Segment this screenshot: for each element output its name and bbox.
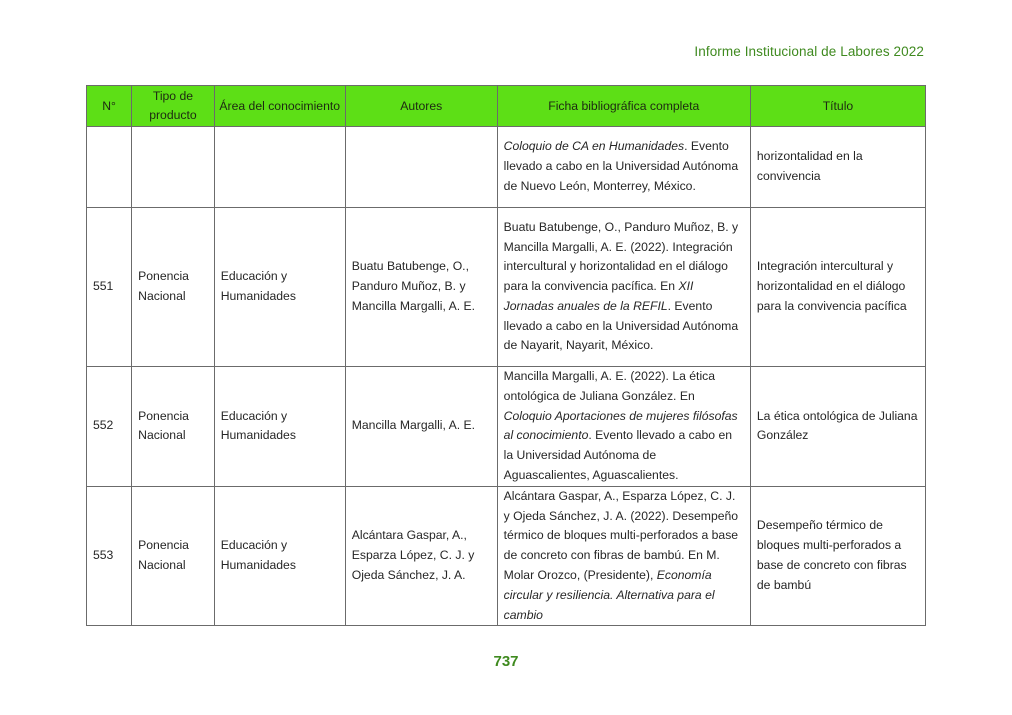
event-name-italic: Economía circular y resiliencia. Alternativa para el cambio [503,567,715,622]
cell-authors: Alcántara Gaspar, A., Esparza López, C. J. y Ojeda Sánchez, J. A. [345,486,497,626]
cell-bibliographic-record [497,208,750,367]
column-header-number: N° [87,86,132,127]
record-text: Buatu Batubenge, O., Panduro Muñoz, B. y Mancilla Margalli, A. E. (2022). Integración intercultural y horizontalidad en el diálogo para la convivencia pacífica. En [503,219,739,294]
cell-title: La ética ontológica de Juliana González [750,367,925,487]
cell-knowledge-area [214,127,345,208]
cell-number: 553 [87,486,132,626]
column-header-authors: Autores [345,86,497,127]
event-name-italic: XII Jornadas anuales de la REFIL [503,279,694,313]
table-row [87,486,926,626]
cell-title: horizontalidad en la convivencia [750,127,925,208]
cell-number: 551 [87,208,132,367]
cell-number: 552 [87,367,132,487]
products-table [86,85,926,626]
column-header-title: Título [750,86,925,127]
event-name-italic: Coloquio Aportaciones de mujeres filósofas al conocimiento [503,408,738,443]
table-row [87,208,926,367]
record-text: . Evento llevado a cabo en la Universidad Autónoma de Aguascalientes, Aguascalientes. [503,428,733,482]
cell-product-type: Ponencia Nacional [132,367,215,487]
event-name-italic: Coloquio de CA en Humanidades [503,139,685,154]
cell-product-type [132,127,215,208]
column-header-bibliographic-record: Ficha bibliográfica completa [497,86,750,127]
record-text: . Evento llevado a cabo en la Universidad Autónoma de Nuevo León, Monterrey, México. [503,139,739,193]
cell-bibliographic-record [497,127,750,208]
column-header-knowledge-area: Área del conocimiento [214,86,345,127]
table-row-continuation [87,127,926,208]
table-row [87,367,926,487]
record-text: Alcántara Gaspar, A., Esparza López, C. J. y Ojeda Sánchez, J. A. (2022). Desempeño térmico de bloques multi-perforados a base de concreto con fibras de bambú. En M. Molar Orozco, (Presidente), [503,488,739,582]
cell-product-type: Ponencia Nacional [132,208,215,367]
running-header-title: Informe Institucional de Labores 2022 [694,44,924,59]
cell-number [87,127,132,208]
cell-knowledge-area: Educación y Humanidades [214,486,345,626]
cell-knowledge-area: Educación y Humanidades [214,367,345,487]
cell-title: Integración intercultural y horizontalidad en el diálogo para la convivencia pacífica [750,208,925,367]
cell-authors [345,127,497,208]
cell-bibliographic-record [497,367,750,487]
cell-product-type: Ponencia Nacional [132,486,215,626]
cell-title: Desempeño térmico de bloques multi-perforados a base de concreto con fibras de bambú [750,486,925,626]
record-text: Mancilla Margalli, A. E. (2022). La ética ontológica de Juliana González. En [503,369,716,403]
page-number: 737 [493,653,519,670]
cell-authors: Buatu Batubenge, O., Panduro Muñoz, B. y Mancilla Margalli, A. E. [345,208,497,367]
cell-authors: Mancilla Margalli, A. E. [345,367,497,487]
record-text: . Evento llevado a cabo en la Universidad Autónoma de Nayarit, Nayarit, México. [503,298,739,353]
table-header-row [87,86,926,127]
cell-bibliographic-record [497,486,750,626]
cell-knowledge-area: Educación y Humanidades [214,208,345,367]
column-header-product-type: Tipo de producto [132,86,215,127]
